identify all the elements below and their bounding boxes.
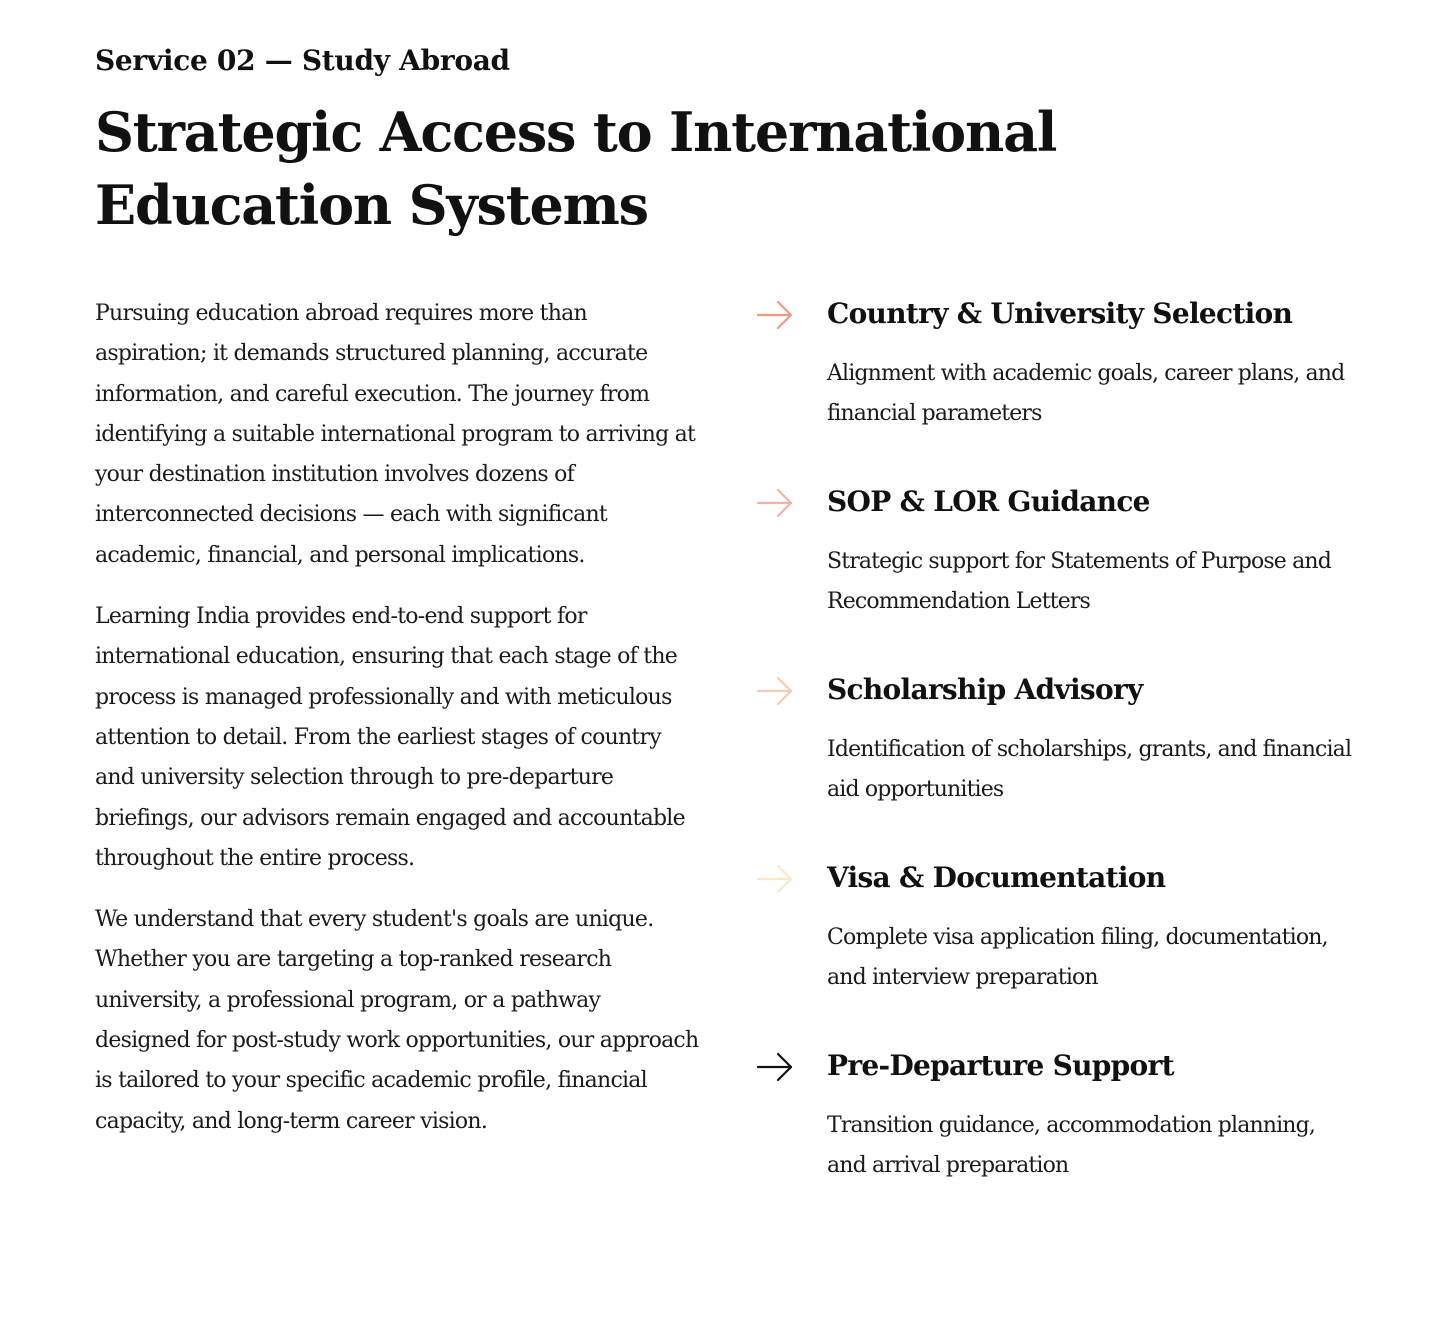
service-item-visa [755, 858, 1355, 1046]
service-title: SOP & LOR Guidance [827, 485, 1150, 518]
arrow-right-icon [755, 298, 795, 332]
arrow-right-icon [755, 862, 795, 896]
intro-text [95, 294, 700, 1163]
service-description: Complete visa application filing, documentation, and interview preparation [827, 925, 1328, 990]
intro-paragraph: We understand that every student's goals are unique. Whether you are targeting a top-ranked research university, a professional program, or a pathway designed for post-study work opportunities, our approach is tailored to your specific academic profile, financial capacity, and long-term career vision. [95, 907, 699, 1134]
service-item-pre-departure [755, 1046, 1355, 1234]
service-description: Identification of scholarships, grants, and financial aid opportunities [827, 737, 1352, 802]
section-eyebrow: Service 02 — Study Abroad [95, 44, 510, 77]
service-description: Strategic support for Statements of Purpose and Recommendation Letters [827, 549, 1331, 614]
service-title: Country & University Selection [827, 297, 1293, 330]
intro-paragraph: Learning India provides end-to-end support for international education, ensuring that each stage of the process is managed professionally and with meticulous attention to detail. From the earliest stages of country and university selection through to pre-departure briefings, our advisors remain engaged and accountable throughout the entire process. [95, 604, 685, 871]
service-item-scholarship [755, 670, 1355, 858]
service-item-sop-lor [755, 482, 1355, 670]
headline-line-2: Education Systems [95, 173, 648, 237]
page-title [95, 96, 1195, 242]
service-title: Visa & Documentation [827, 861, 1166, 894]
service-description: Transition guidance, accommodation planning, and arrival preparation [827, 1113, 1315, 1178]
service-title: Pre-Departure Support [827, 1049, 1174, 1082]
study-abroad-section [95, 40, 1365, 1178]
service-title: Scholarship Advisory [827, 673, 1143, 706]
service-description: Alignment with academic goals, career plans, and financial parameters [827, 361, 1345, 426]
arrow-right-icon [755, 486, 795, 520]
arrow-right-icon [755, 674, 795, 708]
services-list [755, 294, 1355, 1234]
headline-line-1: Strategic Access to International [95, 100, 1057, 164]
arrow-right-icon [755, 1050, 795, 1084]
service-item-country-university [755, 294, 1355, 482]
intro-paragraph: Pursuing education abroad requires more than aspiration; it demands structured planning, accurate information, and careful execution. The journey from identifying a suitable international program to arriving at your destination institution involves dozens of interconnected decisions — each with significant academic, financial, and personal implications. [95, 301, 696, 568]
